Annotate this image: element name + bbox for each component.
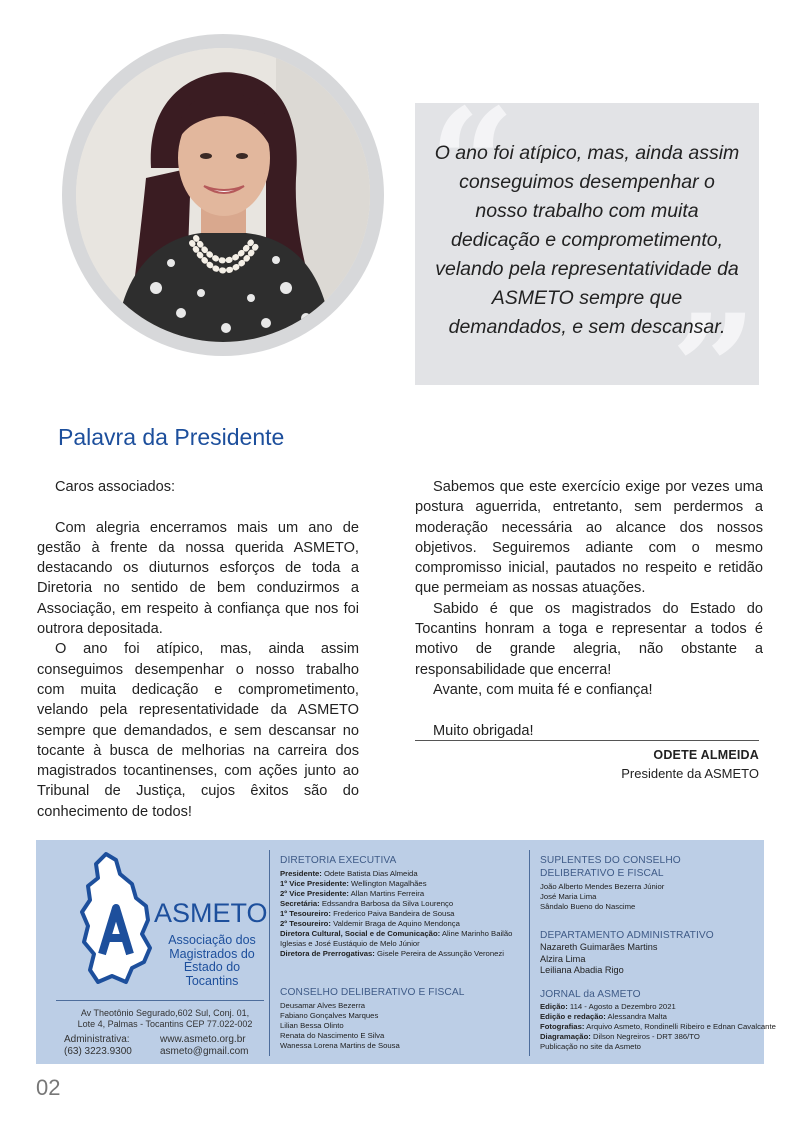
paragraph: Com alegria encerramos mais um ano de gestão à frente da nossa querida ASMETO, destacando os diuturnos esforços de toda a Diretoria no sentido de bem conduzirmos a Associação, em respeito à confiança que nos foi outrora depositada.	[37, 519, 359, 638]
list-item: Presidente: Odete Batista Dias Almeida	[280, 869, 418, 878]
jornal-list	[540, 1002, 776, 1052]
closing: Muito obrigada!	[433, 722, 534, 739]
list-item: João Alberto Mendes Bezerra Júnior	[540, 882, 665, 891]
paragraph: Sabemos que este exercício exige por vezes uma postura aguerrida, entretanto, sem perdermos a moderação necessária ao alcance dos nossos objetivos. Seguiremos adiante com o mesmo compromisso inicial, pautados no respeito e retidão que permeiam as nossas atuações.	[415, 479, 763, 597]
list-item: Diagramação: Dilson Negreiros - DRT 386/TO	[540, 1032, 700, 1041]
website-link[interactable]: www.asmeto.org.br	[160, 1034, 246, 1045]
paragraph: Avante, com muita fé e confiança!	[433, 681, 653, 698]
address-line: Lote 4, Palmas - Tocantins CEP 77.022-002	[77, 1019, 253, 1029]
president-photo	[76, 48, 370, 342]
departamento-heading: DEPARTAMENTO ADMINISTRATIVO	[540, 930, 714, 941]
email-link[interactable]: asmeto@gmail.com	[160, 1046, 249, 1057]
diretoria-heading: DIRETORIA EXECUTIVA	[280, 855, 397, 866]
list-item: 1º Tesoureiro: Frederico Paiva Bandeira de Sousa	[280, 909, 455, 918]
blank-line	[37, 497, 359, 517]
list-item: 2º Vice Presidente: Allan Martins Ferreira	[280, 889, 425, 898]
list-item: 1º Vice Presidente: Wellington Magalhães	[280, 879, 427, 888]
paragraph: Sabido é que os magistrados do Estado do Tocantins honram a toga e representar a todos é motivo de grande alegria, não obstante a responsabilidade que encerra!	[415, 600, 763, 678]
close-quote-mark: ”	[670, 282, 757, 458]
masthead-panel	[36, 840, 776, 1064]
president-portrait-illustration	[76, 48, 370, 342]
list-item: Publicação no site da Asmeto	[540, 1042, 641, 1051]
address-line: Av Theotônio Segurado,602 Sul, Conj. 01,	[80, 1008, 250, 1018]
list-item: Lilian Bessa Olinto	[280, 1021, 344, 1030]
section-title: Palavra da Presidente	[58, 424, 285, 450]
list-item: Fabiano Gonçalves Marques	[280, 1011, 379, 1020]
open-quote-mark: “	[429, 76, 516, 252]
blank-line	[415, 700, 763, 720]
list-item: Alzira Lima	[540, 953, 586, 964]
signature-role: Presidente da ASMETO	[621, 766, 759, 781]
pull-quote-box	[415, 76, 759, 458]
page-number: 02	[36, 1075, 61, 1100]
list-item: Diretora Cultural, Social e de Comunicação: Aline Marinho Bailão	[280, 929, 513, 938]
brand-subtitle: Associação dos Magistrados do Estado do Tocantins	[168, 933, 256, 988]
list-item: Iglesias e José Eustáquio de Melo Júnior	[280, 939, 420, 948]
article-right-column	[415, 477, 763, 741]
list-item: Nazareth Guimarães Martins	[540, 942, 658, 952]
suplentes-heading	[540, 854, 681, 880]
conselho-list	[280, 1001, 400, 1051]
list-item: Fotografias: Arquivo Asmeto, Rondinelli Ribeiro e Ednan Cavalcante	[540, 1022, 776, 1031]
column-divider	[269, 850, 270, 1056]
salutation: Caros associados:	[55, 479, 176, 495]
paragraph: O ano foi atípico, mas, ainda assim conseguimos desempenhar o nosso trabalho com muita dedicação e comprometimento, velando pela representatividade da ASMETO sempre que demandados, e sem descansar no tocante à busca de melhorias na carreira dos magistrados tocantinenses, com ações junto ao Tribunal de Justiça, cujos êxitos são do conhecimento de todos!	[37, 641, 359, 820]
brand-name: ASMETO	[154, 898, 268, 928]
list-item: Deusamar Alves Bezerra	[280, 1001, 366, 1010]
signature-name: ODETE ALMEIDA	[653, 748, 759, 762]
conselho-heading: CONSELHO DELIBERATIVO E FISCAL	[280, 987, 465, 998]
list-item: Edição: 114 - Agosto a Dezembro 2021	[540, 1002, 676, 1011]
departamento-list	[540, 942, 657, 977]
heading-line: DELIBERATIVO E FISCAL	[540, 868, 664, 879]
column-divider	[529, 850, 530, 1056]
signature-divider	[415, 740, 759, 741]
list-item: 2º Tesoureiro: Valdemir Braga de Aquino Mendonça	[280, 919, 460, 928]
diretoria-list	[280, 869, 512, 959]
list-item: José Maria Lima	[540, 892, 597, 901]
list-item: Edição e redação: Alessandra Malta	[540, 1012, 667, 1021]
article-left-column	[37, 477, 359, 822]
list-item: Leiliana Abadia Rigo	[540, 965, 624, 975]
list-item: Secretária: Edssandra Barbosa da Silva Lourenço	[280, 899, 454, 908]
pull-quote-text: O ano foi atípico, mas, ainda assim conseguimos desempenhar o nosso trabalho com muita dedicação e comprometimento, velando pela representatividade da ASMETO sempre que demandados, e sem descansar.	[434, 142, 740, 338]
list-item: Diretora de Prerrogativas: Gisele Pereira de Assunção Veronezi	[280, 949, 504, 958]
suplentes-list	[540, 882, 664, 912]
phone: (63) 3223.9300	[64, 1046, 132, 1057]
heading-line: SUPLENTES DO CONSELHO	[540, 855, 681, 866]
asmeto-logo-map-icon	[76, 850, 158, 988]
address-divider	[56, 1000, 264, 1001]
list-item: Renata do Nascimento E Silva	[280, 1031, 385, 1040]
admin-label: Administrativa:	[64, 1034, 130, 1045]
address	[60, 1008, 270, 1030]
jornal-heading: JORNAL da ASMETO	[540, 989, 641, 1000]
list-item: Wanessa Lorena Martins de Sousa	[280, 1041, 400, 1050]
list-item: Sândalo Bueno do Nascime	[540, 902, 636, 911]
